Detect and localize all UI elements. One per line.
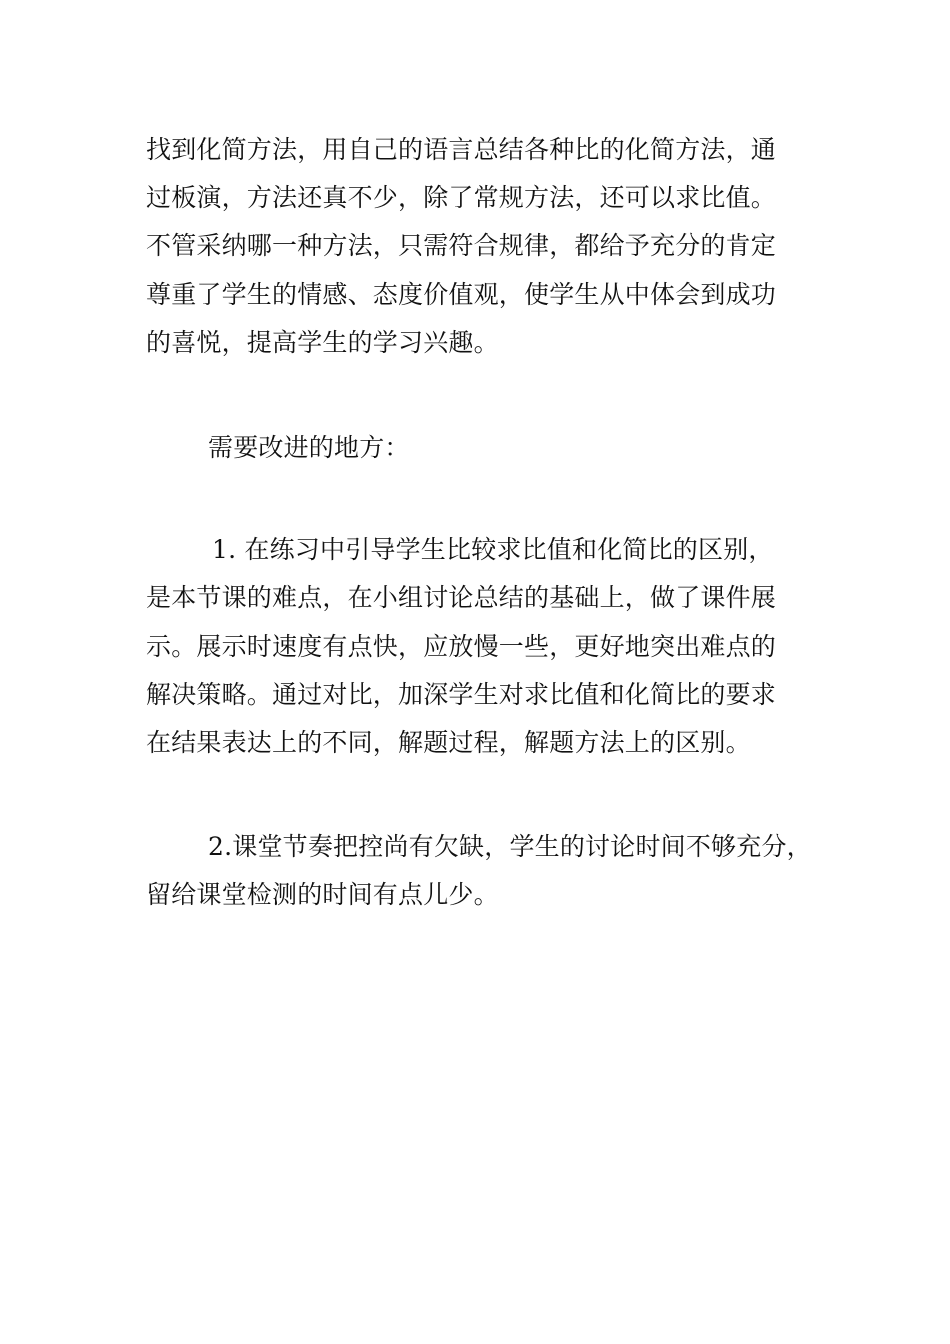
list-item-line: 留给课堂检测的时间有点儿少。	[146, 880, 499, 909]
paragraph-line: 过板演，方法还真不少，除了常规方法，还可以求比值。	[146, 183, 777, 212]
list-item-line: 是本节课的难点，在小组讨论总结的基础上，做了课件展	[146, 583, 777, 612]
list-item-line: 在结果表达上的不同，解题过程，解题方法上的区别。	[146, 728, 751, 757]
paragraph-line: 不管采纳哪一种方法，只需符合规律，都给予充分的肯定	[146, 231, 777, 260]
list-item-line: 2.课堂节奏把控尚有欠缺，学生的讨论时间不够充分，	[208, 832, 812, 861]
list-item-line: 示。展示时速度有点快，应放慢一些，更好地突出难点的	[146, 632, 777, 661]
paragraph-line: 的喜悦，提高学生的学习兴趣。	[146, 328, 499, 357]
paragraph-line: 找到化简方法，用自己的语言总结各种比的化简方法，通	[146, 135, 777, 164]
section-heading: 需要改进的地方：	[208, 433, 410, 462]
paragraph-line: 尊重了学生的情感、态度价值观，使学生从中体会到成功	[146, 280, 777, 309]
list-item-line: 1. 在练习中引导学生比较求比值和化简比的区别，	[212, 535, 774, 564]
list-item-line: 解决策略。通过对比，加深学生对求比值和化简比的要求	[146, 680, 777, 709]
